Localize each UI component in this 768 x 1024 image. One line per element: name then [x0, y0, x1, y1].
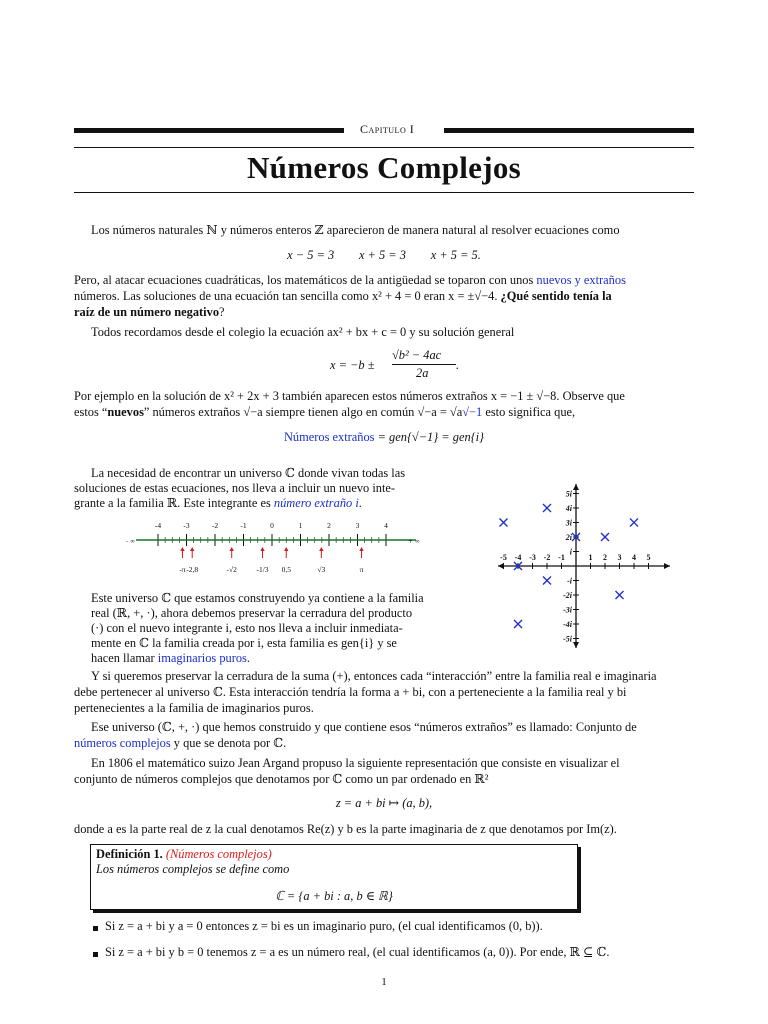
link-numero-extrano[interactable]: número extraño i	[273, 496, 359, 510]
p8-line-1: Ese universo (ℂ, +, ·) que hemos construido y que contiene esos “números extraños” es llamado: Conjunto de	[91, 720, 637, 734]
number-line-arrowhead	[190, 547, 194, 551]
minus-infinity-label: - ∞	[126, 538, 136, 545]
imag-axis-label: -i	[567, 576, 572, 586]
p5-end: .	[358, 496, 362, 510]
number-line-tick-label: 2	[327, 521, 331, 530]
p4-sqrt-minus-one: √−1	[462, 405, 483, 419]
p4-line2e: esto significa que,	[482, 405, 576, 419]
p2-text-b: números. Las soluciones de una ecuación tan sencilla como x² + 4 = 0 eran x = ±√−4.	[74, 289, 498, 303]
paragraph-1: Los números naturales ℕ y números enteros ℤ aparecieron de manera natural al resolver ecuaciones como	[91, 223, 620, 237]
fraction-bar	[392, 364, 456, 365]
paragraph-6	[91, 591, 471, 666]
number-line-mark-label: -2,8	[186, 565, 199, 574]
paragraph-7	[74, 669, 734, 716]
chapter-label: Capitulo I	[360, 122, 415, 136]
p7-line-1: Y si queremos preservar la cerradura de la suma (+), entonces cada “interacción” entre la familia real e imaginaria	[91, 669, 657, 683]
equation-argand: z = a + bi ↦ (a, b),	[335, 796, 433, 810]
p5-line-b: soluciones de estas ecuaciones, nos lleva a incluir un nuevo inte-	[74, 481, 396, 495]
quadratic-denominator: 2a	[416, 366, 429, 380]
complex-point-marker	[514, 620, 522, 628]
p4-nuevos: nuevos	[107, 405, 144, 419]
bullet-marker-1	[93, 926, 98, 931]
definition-box	[90, 844, 578, 910]
real-axis-label: -2	[543, 553, 551, 562]
imag-axis-arrow-up	[573, 484, 579, 490]
complex-point-marker	[630, 519, 638, 527]
definition-heading: Definición 1.	[96, 847, 163, 861]
imag-axis-label: -2i	[563, 591, 572, 600]
p5-line-c: grante a la familia ℝ. Este integrante es	[74, 496, 271, 510]
real-axis-label: 4	[632, 553, 636, 562]
number-line-arrowhead	[284, 547, 288, 551]
number-line-tick-label: -3	[183, 521, 190, 530]
complex-point-marker	[543, 577, 551, 585]
complex-point-marker	[601, 533, 609, 541]
complex-point-marker	[543, 504, 551, 512]
page-number: 1	[381, 976, 387, 988]
chapter-rule-left	[74, 128, 344, 133]
imag-axis-label: 2i	[565, 533, 572, 542]
imag-axis-arrow-down	[573, 642, 579, 648]
complex-plane-figure	[494, 482, 674, 652]
imag-axis-label: i	[569, 547, 572, 557]
p4-line2c: ” números extraños √−a siempre tienen algo en común √−a = √a	[143, 405, 463, 419]
paragraph-10: donde a es la parte real de z la cual denotamos Re(z) y b es la parte imaginaria de z que denotamos por Im(z).	[74, 822, 617, 836]
p2-qmark: ?	[219, 305, 225, 319]
quadratic-numerator: √b² − 4ac	[392, 348, 442, 362]
definition-formula: ℂ = {a + bi : a, b ∈ ℝ}	[275, 889, 393, 903]
p7-line-2: debe pertenecer al universo ℂ. Esta interacción tendría la forma a + bi, con a perteneciente a la familia real y bi	[74, 685, 627, 699]
number-line-tick-label: 4	[384, 521, 388, 530]
p6-line-c: (·) con el nuevo integrante i, esto nos lleva a incluir inmediata-	[91, 621, 403, 635]
p6-line-b: real (ℝ, +, ·), ahora debemos preservar la cerradura del producto	[91, 606, 413, 620]
numeros-extranos-label: Números extraños	[283, 430, 375, 444]
number-line-mark-label: -1/3	[256, 565, 269, 574]
equation-gen	[74, 430, 694, 445]
imag-axis-label: -4i	[563, 620, 572, 629]
p9-line-2: conjunto de números complejos que denotamos por ℂ como un par ordenado en ℝ²	[74, 772, 489, 786]
number-line-arrowhead	[359, 547, 363, 551]
p6-line-d: mente en ℂ la familia creada por i, esta familia es gen{i} y se	[91, 636, 397, 650]
real-axis-label: 1	[588, 553, 593, 562]
paragraph-8	[74, 720, 734, 751]
number-line-mark-label: π	[359, 565, 364, 574]
real-axis-arrow-right	[664, 563, 670, 569]
gen-formula: = gen{√−1} = gen{i}	[377, 430, 485, 444]
real-axis-label: 2	[603, 553, 607, 562]
p2-question: ¿Qué sentido tenía la	[500, 289, 612, 303]
real-axis-label: 3	[617, 553, 622, 562]
imag-axis-label: 4i	[565, 504, 572, 513]
quadratic-end: .	[456, 358, 460, 372]
definition-text: Los números complejos se define como	[96, 862, 290, 876]
number-line-tick-label: -1	[240, 521, 247, 530]
bullet-item-1: Si z = a + bi y a = 0 entonces z = bi es un imaginario puro, (el cual identificamos (0, b)).	[105, 919, 543, 933]
number-line-tick-label: -4	[154, 521, 162, 530]
title-rule-bottom	[74, 192, 694, 193]
real-axis-label: -3	[529, 553, 536, 562]
number-line-mark-label: 0,5	[281, 565, 291, 574]
number-line-arrowhead	[319, 547, 323, 551]
paragraph-5	[74, 466, 471, 511]
real-axis-label: -4	[514, 553, 522, 562]
imag-axis-label: -5i	[563, 634, 572, 644]
p4-line2a: estos “	[74, 405, 108, 419]
number-line-figure	[126, 518, 426, 584]
number-line-arrowhead	[260, 547, 264, 551]
paragraph-9	[74, 756, 734, 787]
plus-infinity-label: + ∞	[408, 538, 420, 545]
paragraph-2	[74, 273, 724, 320]
number-line-mark-label: √3	[317, 565, 326, 574]
p6-end: .	[246, 651, 250, 665]
number-line-tick-label: 3	[355, 521, 360, 530]
bullet-marker-2	[93, 952, 98, 957]
p6-line-e: hacen llamar	[91, 651, 155, 665]
p6-line-a: Este universo ℂ que estamos construyendo ya contiene a la familia	[91, 591, 424, 605]
number-line-tick-label: 1	[298, 521, 303, 530]
bullet-item-2: Si z = a + bi y b = 0 tenemos z = a es un número real, (el cual identificamos (a, 0)). Por ende, ℝ ⊆ ℂ.	[105, 945, 610, 959]
number-line-mark-label: -π	[179, 565, 186, 574]
number-line-arrowhead	[229, 547, 233, 551]
number-line-tick-label: 0	[270, 521, 274, 530]
imag-axis-label: 3i	[565, 518, 572, 528]
imag-axis-label: -3i	[563, 605, 572, 615]
number-line-mark-label: -√2	[226, 565, 237, 574]
quadratic-lhs: x = −b ±	[330, 358, 375, 372]
link-imaginarios-puros[interactable]: imaginarios puros	[157, 651, 247, 665]
real-axis-label: -5	[500, 553, 507, 562]
p9-line-1: En 1806 el matemático suizo Jean Argand propuso la siguiente representación que consiste en visualizar el	[91, 756, 620, 770]
link-nuevos-extranos[interactable]: nuevos y extraños	[536, 273, 626, 287]
p5-line-a: La necesidad de encontrar un universo ℂ donde vivan todas las	[91, 466, 406, 480]
imag-axis-label: 5i	[565, 489, 572, 499]
definition-name: (Números complejos)	[165, 847, 272, 861]
number-line-arrowhead	[180, 547, 184, 551]
complex-point-marker	[616, 591, 624, 599]
p7-line-3: pertenecientes a la familia de imaginarios puros.	[74, 701, 314, 715]
p2-text-a: Pero, al atacar ecuaciones cuadráticas, los matemáticos de la antigüedad se toparon con unos	[74, 273, 534, 287]
paragraph-3: Todos recordamos desde el colegio la ecuación ax² + bx + c = 0 y su solución general	[91, 325, 515, 339]
equation-1: x − 5 = 3 x + 5 = 3 x + 5 = 5.	[287, 248, 481, 262]
equation-quadratic	[330, 346, 490, 384]
p8-rest: y que se denota por ℂ.	[170, 736, 287, 750]
complex-point-marker	[500, 519, 508, 527]
title-rule-top	[74, 147, 694, 148]
paragraph-4	[74, 389, 734, 420]
chapter-rule-right	[444, 128, 694, 133]
number-line-tick-label: -2	[211, 521, 219, 530]
link-numeros-complejos[interactable]: números complejos	[74, 736, 171, 750]
p2-question-end: raíz de un número negativo	[74, 305, 220, 319]
page-title: Números Complejos	[246, 150, 522, 185]
real-axis-label: -1	[558, 553, 565, 562]
real-axis-label: 5	[646, 553, 651, 562]
p4-line1: Por ejemplo en la solución de x² + 2x + 3 también aparecen estos números extraños x = −1 ± √−8. Observe que	[74, 389, 625, 403]
